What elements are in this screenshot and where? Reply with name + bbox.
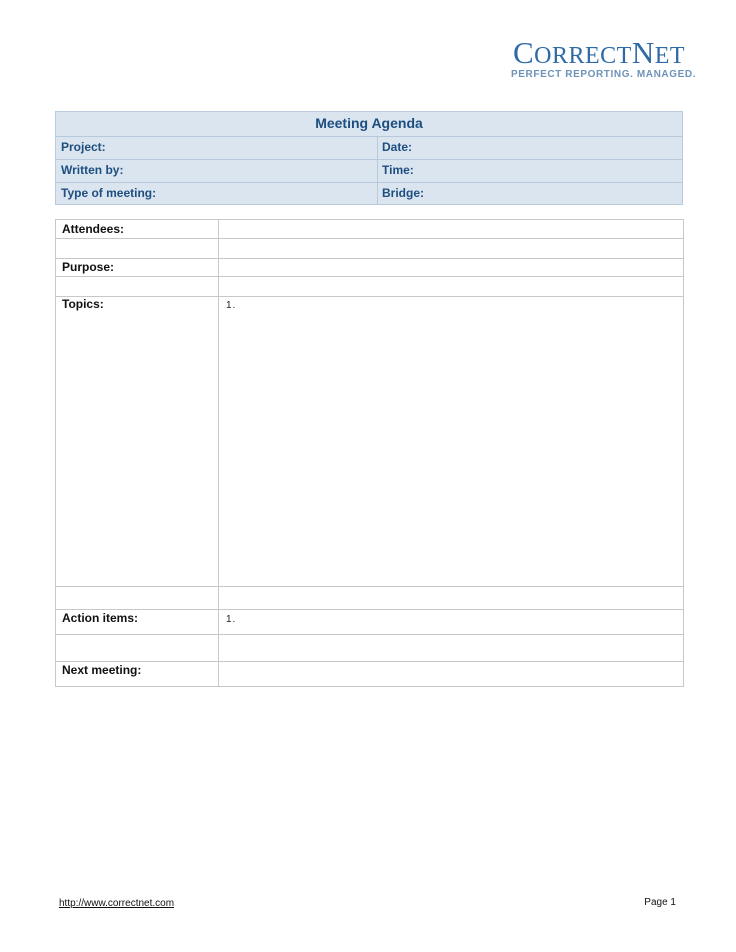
document-title: Meeting Agenda	[315, 115, 423, 131]
date-label: Date:	[382, 140, 413, 154]
attendees-label: Attendees:	[62, 222, 125, 236]
table-row-divider	[56, 258, 683, 259]
header-column-divider	[377, 136, 378, 204]
action-items-label: Action items:	[62, 611, 139, 625]
written-by-label: Written by:	[61, 163, 124, 177]
meeting-type-label: Type of meeting:	[61, 186, 157, 200]
table-row-divider	[56, 276, 683, 277]
correctnet-logo	[508, 35, 697, 84]
project-label: Project:	[61, 140, 106, 154]
topics-list-number: 1.	[226, 300, 237, 311]
website-link[interactable]: http://www.correctnet.com	[59, 898, 175, 909]
logo-tagline: PERFECT REPORTING. MANAGED.	[511, 69, 697, 80]
header-divider	[56, 136, 682, 137]
table-row-divider	[56, 296, 683, 297]
agenda-table	[55, 219, 684, 687]
logo-wordmark: CORRECTNET	[512, 35, 686, 70]
action-items-list-number: 1.	[226, 614, 237, 625]
table-row-divider	[56, 586, 683, 587]
meeting-header-box	[55, 111, 683, 205]
topics-label: Topics:	[62, 297, 104, 311]
page-number: Page 1	[644, 897, 676, 908]
bridge-label: Bridge:	[382, 186, 424, 200]
table-row-divider	[56, 661, 683, 662]
header-divider	[56, 159, 682, 160]
time-label: Time:	[382, 163, 414, 177]
purpose-label: Purpose:	[62, 260, 115, 274]
table-row-divider	[56, 609, 683, 610]
table-row-divider	[56, 238, 683, 239]
table-row-divider	[56, 634, 683, 635]
table-column-divider	[218, 220, 219, 686]
header-divider	[56, 182, 682, 183]
next-meeting-label: Next meeting:	[62, 663, 142, 677]
